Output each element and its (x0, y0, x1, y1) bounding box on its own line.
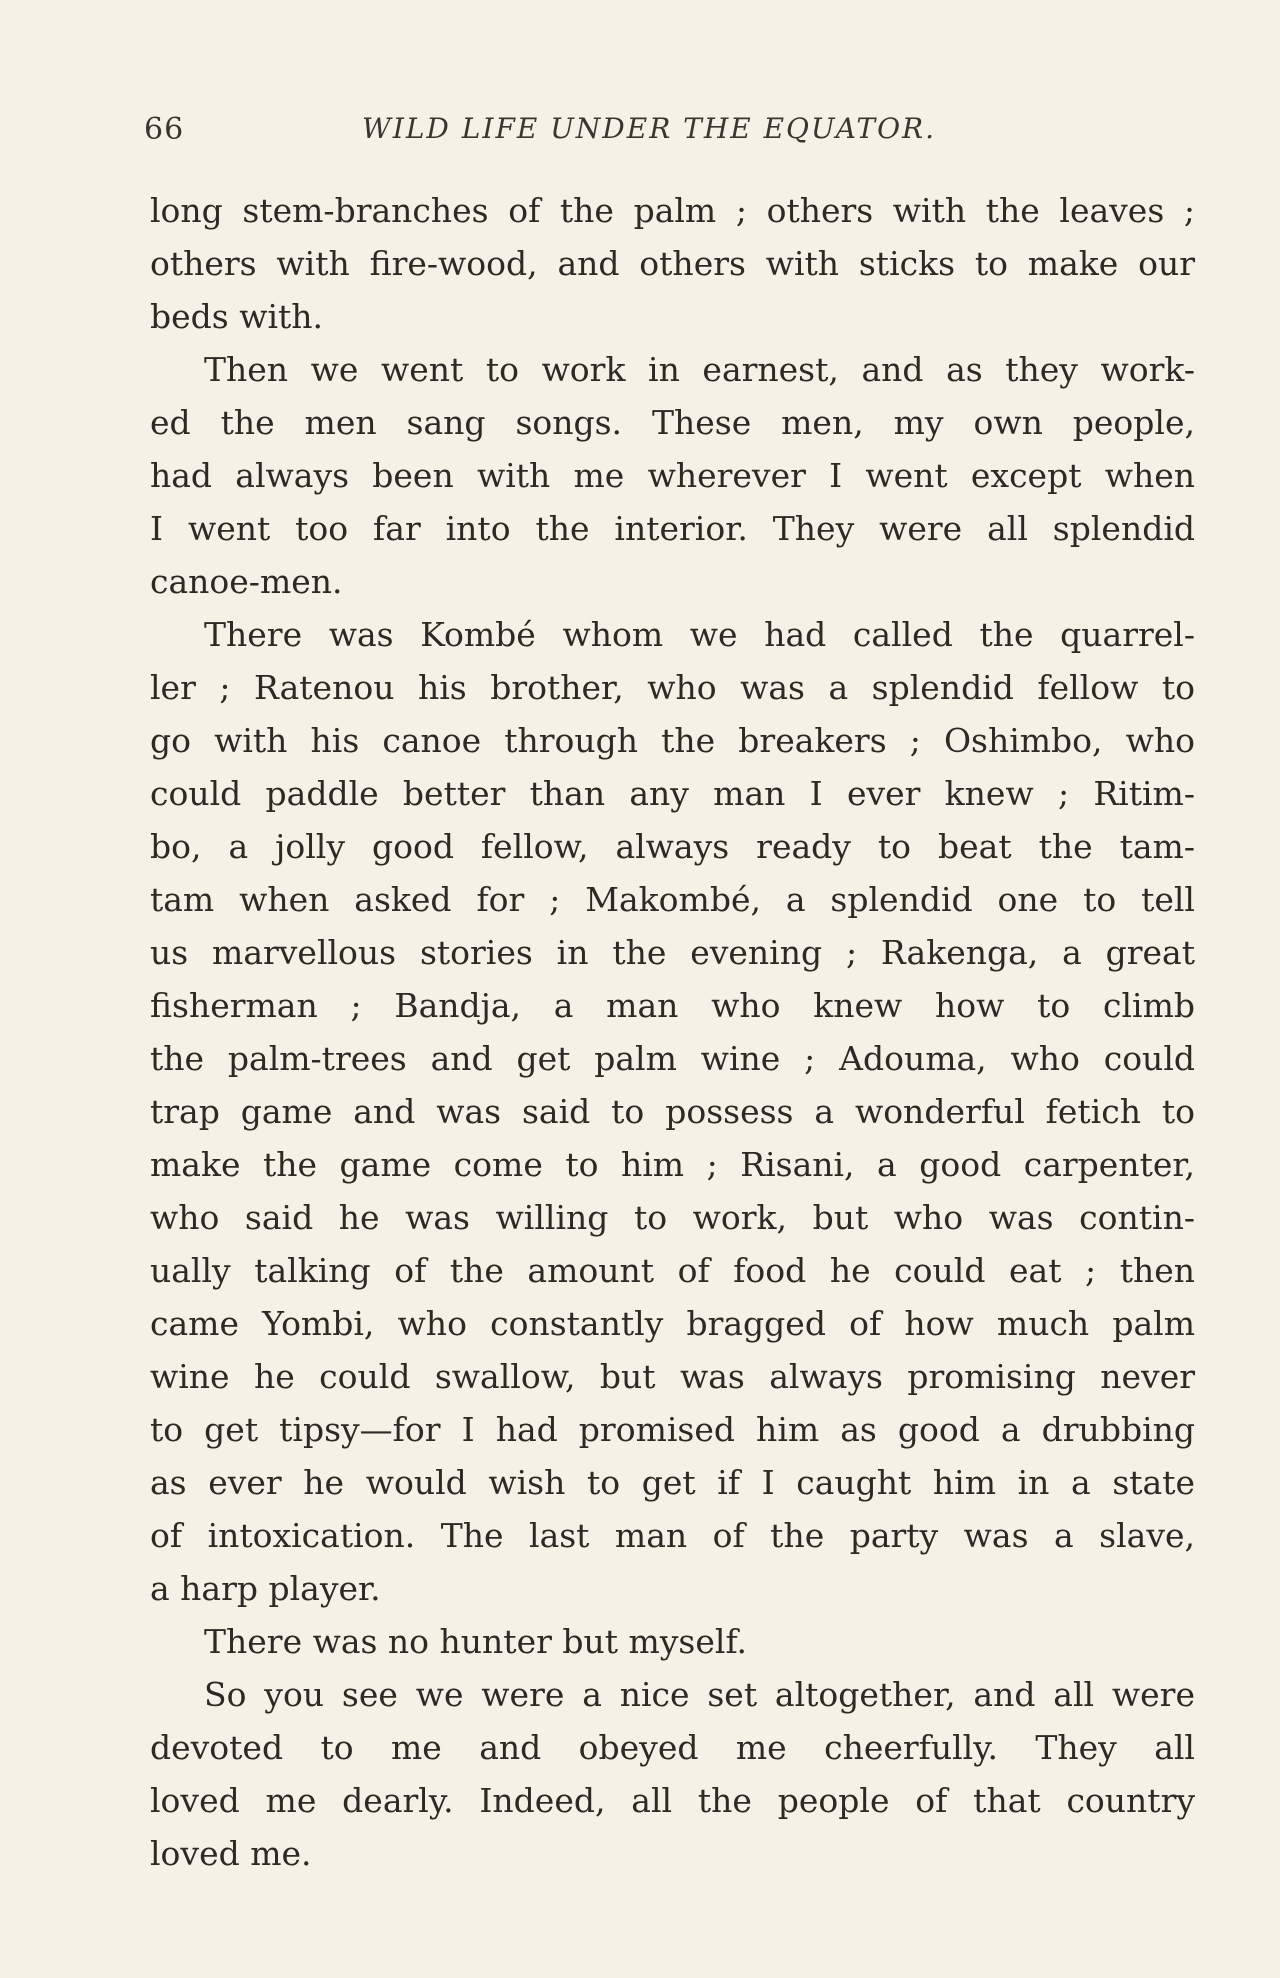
text-line: had always been with me wherever I went except when (150, 456, 1195, 495)
text-line: of intoxication. The last man of the party was a slave, (150, 1516, 1195, 1555)
text-line: beds with. (150, 297, 324, 336)
text-line: long stem-branches of the palm ; others with the leaves ; (150, 191, 1195, 230)
text-line: ually talking of the amount of food he could eat ; then (150, 1251, 1195, 1290)
text-line: ed the men sang songs. These men, my own people, (150, 403, 1195, 442)
text-line: I went too far into the interior. They were all splendid (150, 509, 1195, 548)
text-line: could paddle better than any man I ever knew ; Ritim- (150, 774, 1195, 813)
text-line: us marvellous stories in the evening ; Rakenga, a great (150, 933, 1195, 972)
text-line: others with fire-wood, and others with sticks to make our (150, 244, 1195, 283)
text-line: canoe-men. (150, 562, 343, 601)
running-title: WILD LIFE UNDER THE EQUATOR. (362, 112, 937, 145)
text-line: the palm-trees and get palm wine ; Adouma, who could (150, 1039, 1195, 1078)
text-line: ler ; Ratenou his brother, who was a splendid fellow to (150, 668, 1195, 707)
text-line: trap game and was said to possess a wonderful fetich to (150, 1092, 1195, 1131)
running-head (144, 112, 1144, 152)
text-line: a harp player. (150, 1569, 381, 1608)
text-line: go with his canoe through the breakers ; Oshimbo, who (150, 721, 1195, 760)
text-line: loved me dearly. Indeed, all the people of that country (150, 1781, 1195, 1820)
text-line: came Yombi, who constantly bragged of how much palm (150, 1304, 1195, 1343)
text-line: loved me. (150, 1834, 312, 1873)
text-line: Then we went to work in earnest, and as they work- (204, 350, 1195, 389)
page-number: 66 (144, 112, 185, 147)
text-line: devoted to me and obeyed me cheerfully. They all (150, 1728, 1195, 1767)
text-line: as ever he would wish to get if I caught him in a state (150, 1463, 1195, 1502)
text-line: So you see we were a nice set altogether, and all were (204, 1675, 1195, 1714)
text-line: There was no hunter but myself. (204, 1622, 747, 1661)
text-line: tam when asked for ; Makombé, a splendid one to tell (150, 880, 1195, 919)
text-line: who said he was willing to work, but who was contin- (150, 1198, 1195, 1237)
body-text (150, 184, 1195, 1880)
text-line: wine he could swallow, but was always promising never (150, 1357, 1195, 1396)
text-line: fisherman ; Bandja, a man who knew how to climb (150, 986, 1195, 1025)
text-line: to get tipsy—for I had promised him as good a drubbing (150, 1410, 1195, 1449)
text-line: make the game come to him ; Risani, a good carpenter, (150, 1145, 1195, 1184)
text-line: bo, a jolly good fellow, always ready to beat the tam- (150, 827, 1195, 866)
text-line: There was Kombé whom we had called the quarrel- (204, 615, 1195, 654)
